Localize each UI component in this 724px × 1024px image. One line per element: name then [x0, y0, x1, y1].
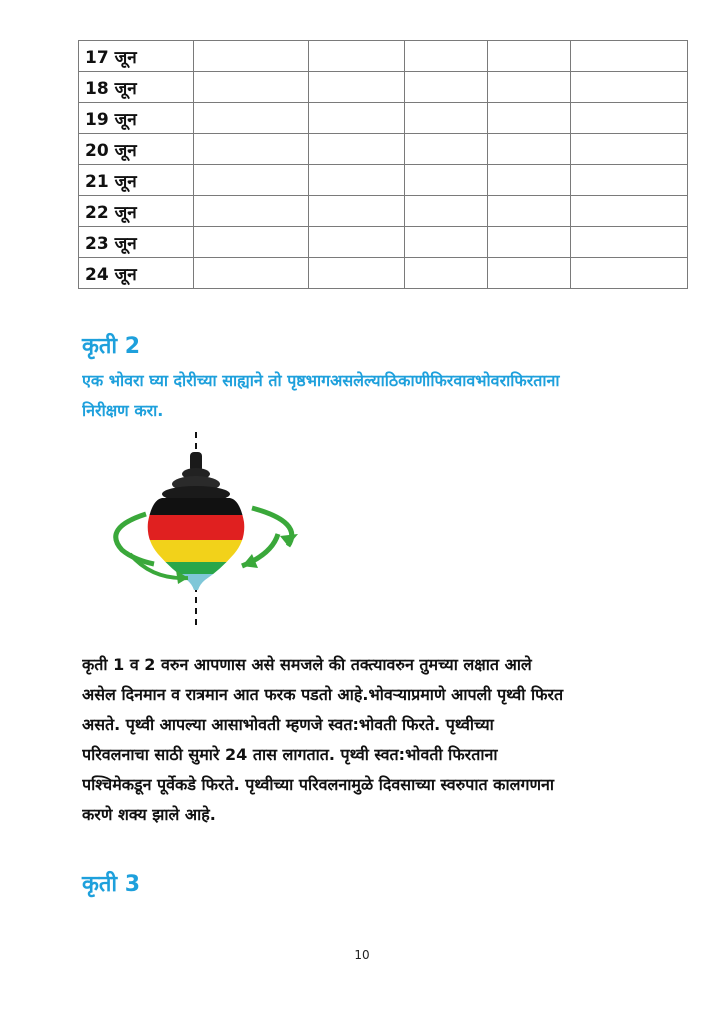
explanation-line: करणे शक्य झाले आहे.: [82, 805, 216, 824]
date-cell: 19 जून: [79, 103, 194, 134]
observation-cell: [194, 165, 309, 196]
table-body: [79, 41, 688, 289]
table-row: [79, 41, 688, 72]
table-row: [79, 258, 688, 289]
date-cell: 17 जून: [79, 41, 194, 72]
observation-cell: [309, 134, 405, 165]
activity-2-heading: कृती 2: [82, 334, 141, 359]
observation-cell: [488, 103, 571, 134]
observation-cell: [488, 196, 571, 227]
explanation-line: असते. पृथ्वी आपल्या आसाभोवती म्हणजे स्वत:भोवती फिरते. पृथ्वीच्या: [82, 715, 494, 734]
explanation-line: परिवलनाचा साठी सुमारे 24 तास लागतात. पृथ्वी स्वत:भोवती फिरताना: [82, 745, 498, 764]
observation-cell: [309, 165, 405, 196]
date-cell: 20 जून: [79, 134, 194, 165]
observation-cell: [194, 103, 309, 134]
observation-cell: [194, 196, 309, 227]
spinning-top-icon: [92, 430, 322, 630]
observation-cell: [194, 227, 309, 258]
observation-cell: [194, 72, 309, 103]
observation-cell: [309, 41, 405, 72]
observation-cell: [405, 227, 488, 258]
observation-cell: [405, 134, 488, 165]
observation-cell: [571, 227, 688, 258]
observation-cell: [571, 165, 688, 196]
observation-cell: [405, 258, 488, 289]
observation-cell: [405, 41, 488, 72]
instruction-line: निरीक्षण करा.: [82, 401, 164, 420]
date-cell: 24 जून: [79, 258, 194, 289]
observation-cell: [488, 72, 571, 103]
date-cell: 21 जून: [79, 165, 194, 196]
observation-cell: [194, 134, 309, 165]
date-cell: 22 जून: [79, 196, 194, 227]
observation-cell: [488, 227, 571, 258]
observation-cell: [571, 134, 688, 165]
observation-cell: [571, 196, 688, 227]
explanation-paragraph: [82, 650, 692, 830]
page-number: 10: [354, 948, 370, 962]
observation-cell: [488, 258, 571, 289]
observation-cell: [194, 41, 309, 72]
observation-cell: [309, 103, 405, 134]
observation-cell: [405, 196, 488, 227]
table-row: [79, 165, 688, 196]
activity-3-heading: कृती 3: [82, 872, 141, 897]
observation-table: [78, 40, 688, 289]
date-cell: 18 जून: [79, 72, 194, 103]
table-row: [79, 196, 688, 227]
observation-cell: [194, 258, 309, 289]
observation-cell: [309, 227, 405, 258]
observation-cell: [488, 165, 571, 196]
explanation-line: कृती 1 व 2 वरुन आपणास असे समजले की तक्त्यावरुन तुमच्या लक्षात आले: [82, 655, 532, 674]
observation-cell: [488, 134, 571, 165]
spinning-top-figure: [92, 430, 322, 630]
observation-cell: [309, 72, 405, 103]
observation-cell: [405, 103, 488, 134]
observation-cell: [571, 72, 688, 103]
table-row: [79, 72, 688, 103]
observation-cell: [309, 196, 405, 227]
observation-cell: [405, 72, 488, 103]
activity-2-instruction: [82, 366, 692, 426]
instruction-line: एक भोवरा घ्या दोरीच्या साह्याने तो पृष्ठभागअसलेल्याठिकाणीफिरवावभोवराफिरताना: [82, 371, 560, 390]
table-row: [79, 134, 688, 165]
observation-cell: [571, 258, 688, 289]
observation-cell: [571, 103, 688, 134]
observation-cell: [488, 41, 571, 72]
table-row: [79, 227, 688, 258]
observation-cell: [571, 41, 688, 72]
date-cell: 23 जून: [79, 227, 194, 258]
observation-cell: [405, 165, 488, 196]
explanation-line: पश्चिमेकडून पूर्वेकडे फिरते. पृथ्वीच्या परिवलनामुळे दिवसाच्या स्वरुपात कालगणना: [82, 775, 555, 794]
observation-cell: [309, 258, 405, 289]
table-row: [79, 103, 688, 134]
explanation-line: असेल दिनमान व रात्रमान आत फरक पडतो आहे.भोवऱ्याप्रमाणे आपली पृथ्वी फिरत: [82, 685, 564, 704]
